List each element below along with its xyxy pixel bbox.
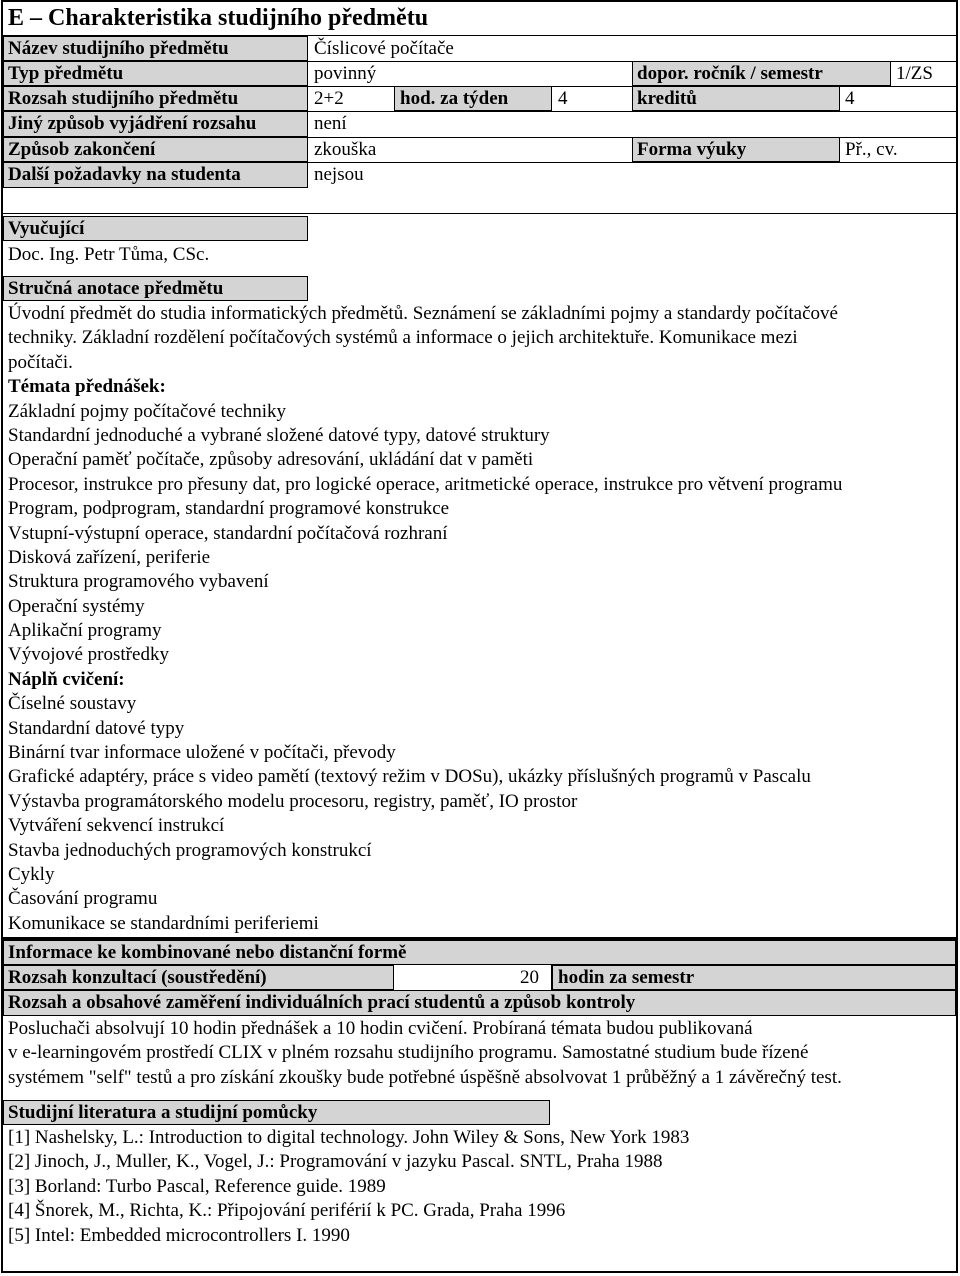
- consultations-value: 20: [520, 967, 539, 988]
- other-scope-label: Jiný způsob vyjádření rozsahu: [8, 113, 257, 134]
- lecture-topic: Aplikační programy: [8, 620, 162, 642]
- exercise-topic: Komunikace se standardními periferiemi: [8, 912, 319, 934]
- divider: [839, 137, 840, 162]
- course-type-label: Typ předmětu: [8, 63, 124, 84]
- lecture-topic: Standardní jednoduché a vybrané složené datové typy, datové struktury: [8, 424, 550, 446]
- lecture-topic: Program, podprogram, standardní programové konstrukce: [8, 498, 450, 520]
- credits-label: kreditů: [637, 88, 697, 109]
- year-semester-value: 1/ZS: [896, 63, 933, 84]
- individual-work-line: v e-learningovém prostředí CLIX v plném rozsahu studijního programu. Samostatné studium bude řízené: [8, 1042, 809, 1064]
- individual-work-body: [8, 1017, 842, 1090]
- lecture-topic: Základní pojmy počítačové techniky: [8, 400, 287, 422]
- completion-value: zkouška: [314, 139, 377, 160]
- individual-work-line: Posluchači absolvují 10 hodin přednášek a 10 hodin cvičení. Probíraná témata budou publikovaná: [8, 1018, 753, 1039]
- exercises-heading: Náplň cvičení:: [8, 668, 125, 690]
- annotation-line: Úvodní předmět do studia informatických předmětů. Seznámení se základními pojmy a standardy počítačové: [8, 303, 838, 324]
- annotation-body: [8, 302, 842, 936]
- annotation-heading: Stručná anotace předmětu: [8, 278, 224, 299]
- lecture-topic: Struktura programového vybavení: [8, 571, 269, 593]
- scope-label: Rozsah studijního předmětu: [8, 88, 239, 109]
- exercise-topic: Cykly: [8, 863, 55, 885]
- individual-work-line: systémem "self" testů a pro získání zkoušky bude potřebné úspěšně absolvovat 1 průběžný a 1 závěrečný test.: [8, 1066, 842, 1088]
- distance-heading: Informace ke kombinované nebo distanční formě: [8, 942, 407, 963]
- exercise-topic: Výstavba programátorského modelu procesoru, registry, paměť, IO prostor: [8, 790, 578, 812]
- hours-per-week-label: hod. za týden: [400, 88, 509, 109]
- year-semester-label: dopor. ročník / semestr: [637, 63, 823, 84]
- divider: [1, 137, 958, 138]
- requirements-label: Další požadavky na studenta: [8, 164, 241, 185]
- literature-item: [5] Intel: Embedded microcontrollers I. 1990: [8, 1224, 350, 1246]
- requirements-value: nejsou: [314, 164, 364, 185]
- exercise-topic: Číselné soustavy: [8, 693, 137, 715]
- divider: [890, 61, 891, 86]
- literature-list: [8, 1126, 689, 1248]
- exercise-topic: Grafické adaptéry, práce s video pamětí (textový režim v DOSu), ukázky příslušných programů v Pascalu: [8, 766, 811, 788]
- divider: [1, 162, 958, 163]
- other-scope-value: není: [314, 113, 347, 134]
- literature-item: [2] Jinoch, J., Muller, K., Vogel, J.: Programování v jazyku Pascal. SNTL, Praha 1988: [8, 1151, 663, 1173]
- annotation-line: techniky. Základní rozdělení počítačových systémů a informace o jejich architektuře. Komunikace mezi: [8, 327, 798, 349]
- lecture-topic: Operační paměť počítače, způsoby adresování, ukládání dat v paměti: [8, 449, 534, 471]
- literature-item: [3] Borland: Turbo Pascal, Reference guide. 1989: [8, 1175, 386, 1197]
- divider: [1, 213, 958, 214]
- consultations-unit: hodin za semestr: [558, 967, 695, 988]
- lecture-topic: Procesor, instrukce pro přesuny dat, pro logické operace, aritmetické operace, instrukce pro větvení programu: [8, 473, 843, 495]
- teaching-form-label: Forma výuky: [637, 139, 747, 160]
- literature-item: [1] Nashelsky, L.: Introduction to digital technology. John Wiley & Sons, New York 1983: [8, 1127, 690, 1148]
- course-type-value: povinný: [314, 63, 377, 84]
- page-title: E – Charakteristika studijního předmětu: [8, 5, 429, 31]
- divider: [1, 111, 958, 112]
- exercise-topic: Standardní datové typy: [8, 717, 185, 739]
- teaching-form-value: Př., cv.: [845, 139, 898, 160]
- lectures-heading: Témata přednášek:: [8, 376, 166, 398]
- exercise-topic: Časování programu: [8, 888, 158, 910]
- literature-heading: Studijní literatura a studijní pomůcky: [8, 1102, 318, 1123]
- teachers-heading: Vyučující: [8, 218, 85, 239]
- lecture-topic: Operační systémy: [8, 595, 145, 617]
- credits-value: 4: [845, 88, 855, 109]
- hours-per-week-value: 4: [558, 88, 568, 109]
- annotation-line: počítači.: [8, 351, 73, 373]
- literature-item: [4] Šnorek, M., Richta, K.: Připojování periférií k PC. Grada, Praha 1996: [8, 1200, 566, 1222]
- consultations-label: Rozsah konzultací (soustředění): [8, 967, 267, 988]
- course-name-label: Název studijního předmětu: [8, 38, 229, 59]
- lecture-topic: Vstupní-výstupní operace, standardní počítačová rozhraní: [8, 522, 448, 544]
- exercise-topic: Stavba jednoduchých programových konstrukcí: [8, 839, 372, 861]
- divider: [1, 61, 958, 62]
- exercise-topic: Vytváření sekvencí instrukcí: [8, 815, 225, 837]
- exercise-topic: Binární tvar informace uložené v počítači, převody: [8, 742, 396, 764]
- lecture-topic: Vývojové prostředky: [8, 644, 169, 666]
- scope-value: 2+2: [314, 88, 344, 109]
- teacher-name: Doc. Ing. Petr Tůma, CSc.: [8, 244, 210, 265]
- individual-work-heading: Rozsah a obsahové zaměření individuálních prací studentů a způsob kontroly: [8, 992, 636, 1013]
- lecture-topic: Disková zařízení, periferie: [8, 546, 211, 568]
- divider: [1, 86, 958, 87]
- course-name-value: Číslicové počítače: [314, 38, 454, 59]
- completion-label: Způsob zakončení: [8, 139, 156, 160]
- divider: [839, 86, 840, 111]
